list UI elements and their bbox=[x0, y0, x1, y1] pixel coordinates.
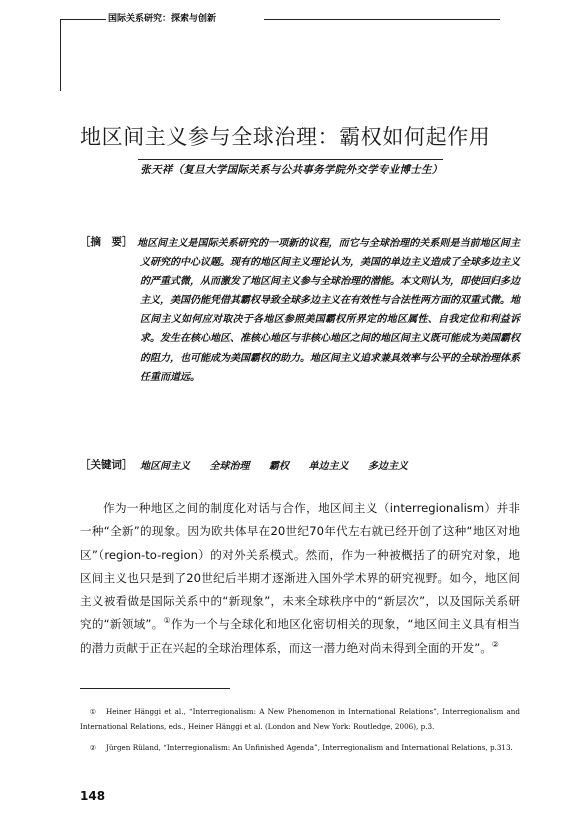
header-rule-right bbox=[264, 19, 500, 20]
body-text-part-2: 作为一个与全球化和地区化密切相关的现象，“地区间主义具有相当的潜力贡献于正在兴起的全球治理体系，而这一潜力绝对尚未得到全面的开发”。 bbox=[80, 617, 521, 655]
footnote-marker: ① bbox=[89, 707, 97, 716]
author-line: 张天祥（复旦大学国际关系与公共事务学院外交学专业博士生） bbox=[140, 164, 443, 176]
abstract-label: ［摘 要］ bbox=[80, 236, 133, 248]
body-text-part-1: 作为一种地区之间的制度化对话与合作，地区间主义（interregionalism）并非一种“全新”的现象。因为欧共体早在20世纪70年代左右就已经开创了这种“地区对地区”（region-to-region）的对外关系模式。然而，作为一种被概括了的研究对象，地区间主义也只是到了20世纪后半期才逐渐进入国外学术界的研究视野。如今，地区间主义被看做是国际关系中的“新现象”，未来全球秩序中的“新层次”，以及国际关系研究的“新领域”。 bbox=[80, 501, 520, 632]
footnote-1 bbox=[80, 704, 520, 734]
footnote-marker: ② bbox=[89, 743, 97, 752]
keyword: 单边主义 bbox=[308, 461, 349, 472]
keyword: 地区间主义 bbox=[140, 461, 190, 472]
running-header-text: 国际关系研究：探索与创新 bbox=[108, 14, 217, 24]
article-title: 地区间主义参与全球治理：霸权如何起作用 bbox=[80, 125, 491, 149]
footnote-ref-1[interactable]: ① bbox=[163, 616, 171, 626]
footnote-rule bbox=[80, 688, 230, 689]
body-paragraph bbox=[80, 497, 520, 660]
keyword: 霸权 bbox=[268, 461, 289, 472]
keyword: 全球治理 bbox=[209, 461, 250, 472]
footnote-text: Heiner Hänggi et al., “Interregionalism: A New Phenomenon in International Relations”, Interregionalism and International Relations, eds., Heiner Hänggi et al. (London and New York: Routledge, 2006), p.3. bbox=[80, 707, 520, 731]
keywords-label: ［关键词］ bbox=[80, 459, 133, 471]
footnote-2 bbox=[80, 740, 520, 755]
keyword: 多边主义 bbox=[367, 461, 408, 472]
keywords-list bbox=[140, 457, 520, 472]
running-header bbox=[108, 11, 216, 24]
abstract-text: 地区间主义是国际关系研究的一项新的议程，而它与全球治理的关系则是当前地区间主义研究的中心议题。现有的地区间主义理论认为，美国的单边主义造成了全球多边主义的严重式微，从而激发了地区间主义参与全球治理的潜能。本文则认为，即使回归多边主义，美国仍能凭借其霸权导致全球多边主义在有效性与合法性两方面的双重式微。地区间主义如何应对取决于各地区参照美国霸权所界定的地区属性、自我定位和利益诉求。发生在核心地区、准核心地区与非核心地区之间的地区间主义既可能成为美国霸权的阻力，也可能成为美国霸权的助力。地区间主义追求兼具效率与公平的全球治理体系任重而道远。 bbox=[137, 238, 520, 383]
footnote-text: Jürgen Rüland, “Interregionalism: An Unfinished Agenda”, Interregionalism and International Relations, p.313. bbox=[106, 743, 513, 752]
page-number: 148 bbox=[80, 789, 106, 803]
footnote-ref-2[interactable]: ② bbox=[491, 639, 499, 649]
title-rule bbox=[138, 159, 443, 160]
header-rule-left bbox=[60, 19, 106, 20]
header-margin-rule bbox=[60, 19, 61, 91]
